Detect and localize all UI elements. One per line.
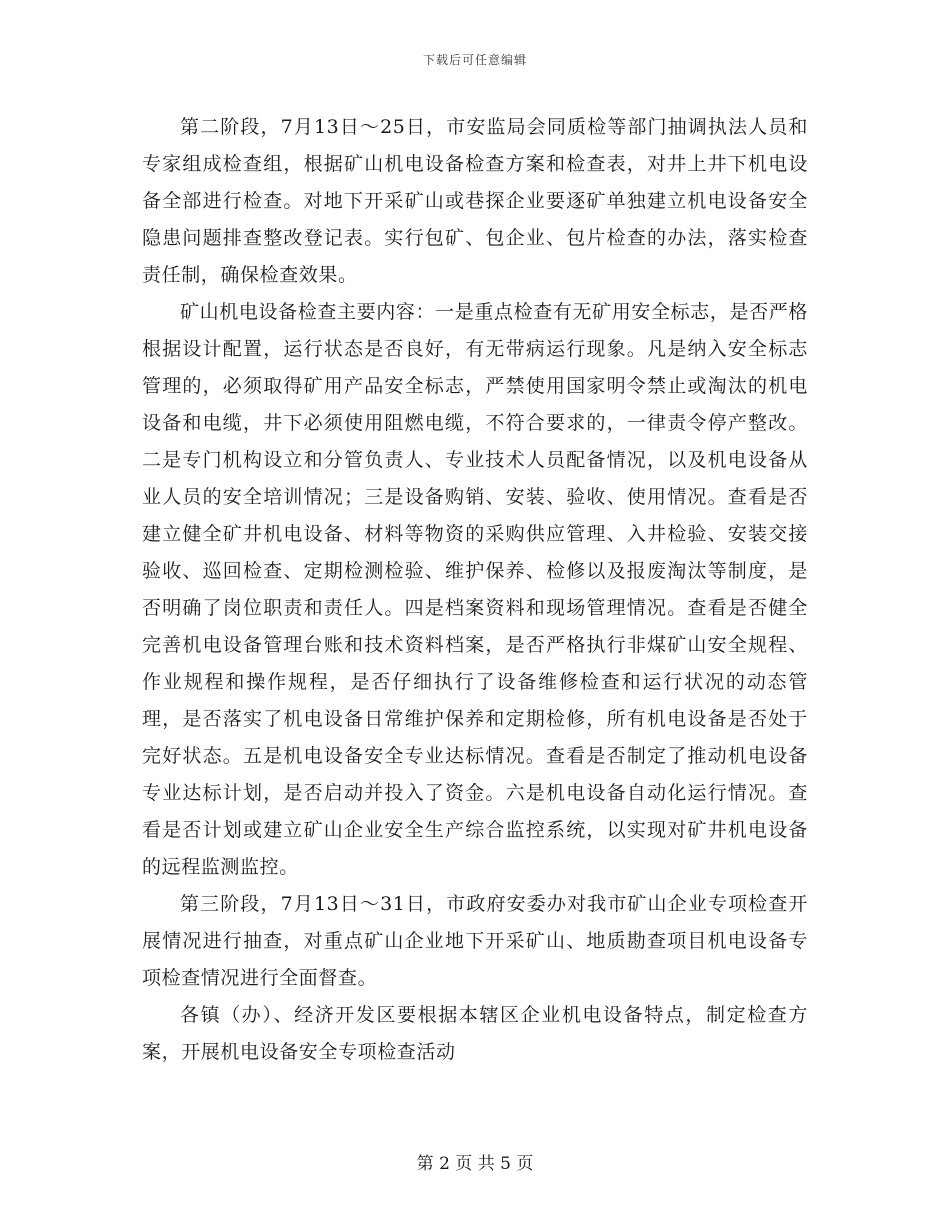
paragraph-stage-three: 第三阶段，7月13日～31日，市政府安委办对我市矿山企业专项检查开展情况进行抽查，对重点矿山企业地下开采矿山、地质勘查项目机电设备专项检查情况进行全面督查。 [142, 893, 808, 989]
page-number: 第 2 页 共 5 页 [416, 1154, 534, 1174]
paragraph-inspection-contents: 矿山机电设备检查主要内容：一是重点检查有无矿用安全标志，是否严格根据设计配置，运行状态是否良好，有无带病运行现象。凡是纳入安全标志管理的，必须取得矿用产品安全标志，严禁使用国家明令禁止或淘汰的机电设备和电缆，井下必须使用阻燃电缆，不符合要求的，一律责令停产整改。二是专门机构设立和分管负责人、专业技术人员配备情况，以及机电设备从业人员的安全培训情况；三是设备购销、安装、验收、使用情况。查看是否建立健全矿井机电设备、材料等物资的采购供应管理、入井检验、安装交接验收、巡回检查、定期检测检验、维护保养、检修以及报废淘汰等制度，是否明确了岗位职责和责任人。四是档案资料和现场管理情况。查看是否健全完善机电设备管理台账和技术资料档案，是否严格执行非煤矿山安全规程、作业规程和操作规程，是否仔细执行了设备维修检查和运行状况的动态管理，是否落实了机电设备日常维护保养和定期检修，所有机电设备是否处于完好状态。五是机电设备安全专业达标情况。查看是否制定了推动机电设备专业达标计划，是否启动并投入了资金。六是机电设备自动化运行情况。查看是否计划或建立矿山企业安全生产综合监控系统，以实现对矿井机电设备的远程监测监控。 [142, 301, 808, 878]
page-header: 下载后可任意编辑 [422, 53, 527, 67]
paragraph-town-districts: 各镇（办）、经济开发区要根据本辖区企业机电设备特点，制定检查方案，开展机电设备安全专项检查活动 [142, 1004, 808, 1063]
paragraph-stage-two: 第二阶段，7月13日～25日，市安监局会同质检等部门抽调执法人员和专家组成检查组，根据矿山机电设备检查方案和检查表，对井上井下机电设备全部进行检查。对地下开采矿山或巷探企业要逐矿单独建立机电设备安全隐患问题排查整改登记表。实行包矿、包企业、包片检查的办法，落实检查责任制，确保检查效果。 [142, 116, 808, 286]
document-body [142, 109, 808, 1071]
